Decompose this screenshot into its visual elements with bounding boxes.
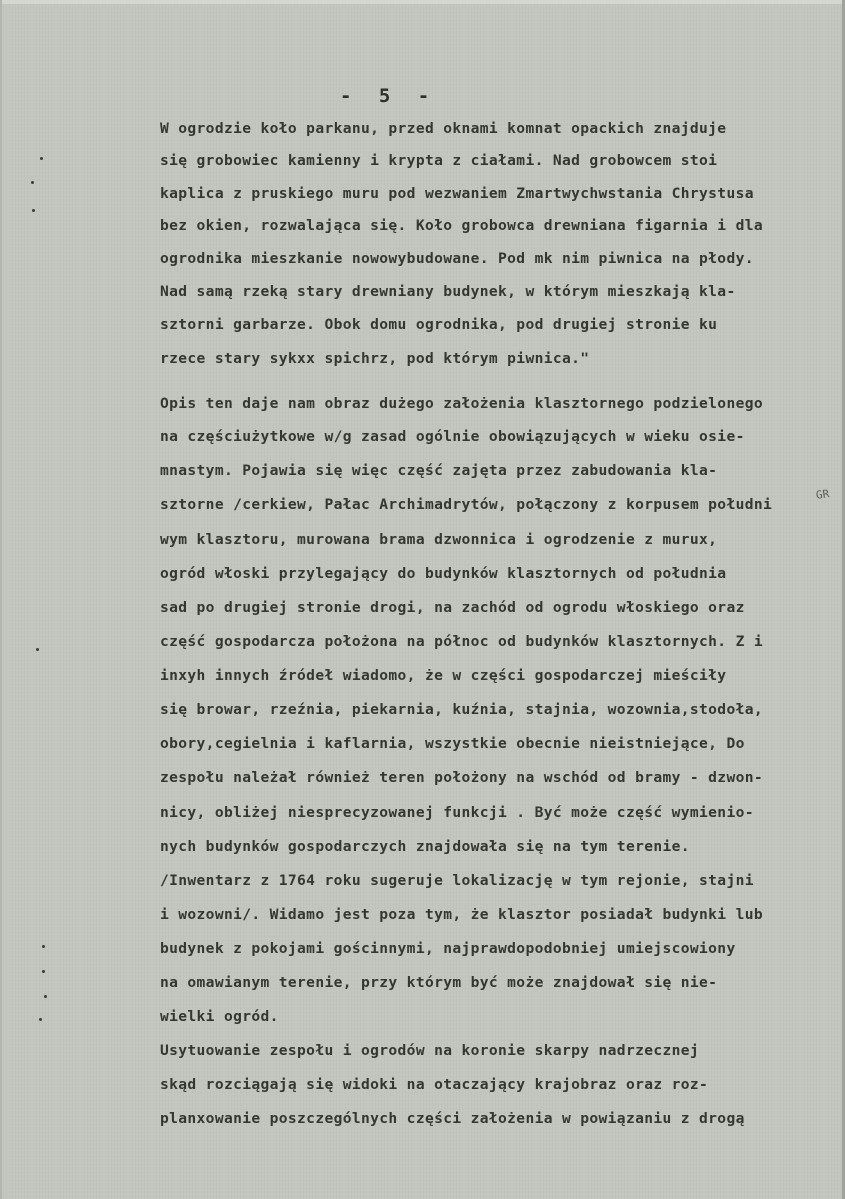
margin-speck (32, 209, 35, 212)
margin-speck (39, 1018, 42, 1021)
text-line: na częściużytkowe w/g zasad ogólnie obowiązujących w wieku osie- (160, 428, 745, 445)
text-line: część gospodarcza położona na północ od budynków klasztornych. Z i (160, 633, 763, 650)
text-line: Usytuowanie zespołu i ogrodów na koronie skarpy nadrzecznej (160, 1042, 700, 1059)
text-line: wielki ogród. (160, 1008, 279, 1025)
text-line: budynek z pokojami gościnnymi, najprawdopodobniej umiejscowiony (160, 940, 736, 957)
text-line: sztorne /cerkiew, Pałac Archimadrytów, połączony z korpusem południ (160, 496, 773, 513)
text-line: mnastym. Pojawia się więc część zajęta przez zabudowania kla- (160, 462, 718, 479)
text-line: obory,cegielnia i kaflarnia, wszystkie obecnie nieistniejące, Do (160, 735, 745, 752)
text-line: nicy, obliżej niesprecyzowanej funkcji . Być może część wymienio- (160, 804, 754, 821)
page-edge-top (0, 0, 845, 4)
text-line: nych budynków gospodarczych znajdowała się na tym terenie. (160, 838, 690, 855)
margin-speck (44, 995, 47, 998)
margin-speck (31, 181, 34, 184)
text-line: sad po drugiej stronie drogi, na zachód od ogrodu włoskiego oraz (160, 599, 745, 616)
margin-speck (42, 970, 45, 973)
text-line: rzece stary sykxx spichrz, pod którym piwnica." (160, 350, 590, 367)
margin-speck (36, 648, 39, 651)
page-number: - 5 - (340, 85, 438, 107)
text-line: sztorni garbarze. Obok domu ogrodnika, pod drugiej stronie ku (160, 316, 718, 333)
text-line: i wozowni/. Widamo jest poza tym, że klasztor posiadał budynki lub (160, 906, 763, 923)
page-edge-left (0, 0, 2, 1199)
text-line: się grobowiec kamienny i krypta z ciałami. Nad grobowcem stoi (160, 152, 718, 169)
text-line: ogród włoski przylegający do budynków klasztornych od południa (160, 565, 727, 582)
text-line: Opis ten daje nam obraz dużego założenia klasztornego podzielonego (160, 395, 763, 412)
text-line: Nad samą rzeką stary drewniany budynek, w którym mieszkają kla- (160, 283, 736, 300)
text-line: wym klasztoru, murowana brama dzwonnica i ogrodzenie z murux, (160, 531, 718, 548)
text-line: inxyh innych źródeł wiadomo, że w części gospodarczej mieściły (160, 667, 727, 684)
text-line: ogrodnika mieszkanie nowowybudowane. Pod mk nim piwnica na płody. (160, 250, 754, 267)
text-line: bez okien, rozwalająca się. Koło grobowca drewniana figarnia i dla (160, 217, 763, 234)
text-line: /Inwentarz z 1764 roku sugeruje lokalizację w tym rejonie, stajni (160, 872, 754, 889)
text-line: planxowanie poszczególnych części założenia w powiązaniu z drogą (160, 1110, 745, 1127)
text-line: się browar, rzeźnia, piekarnia, kuźnia, stajnia, wozownia,stodoła, (160, 701, 763, 718)
text-line: na omawianym terenie, przy którym być może znajdował się nie- (160, 974, 718, 991)
margin-speck (42, 945, 45, 948)
text-line: W ogrodzie koło parkanu, przed oknami komnat opackich znajduje (160, 120, 727, 137)
text-line: skąd rozciągają się widoki na otaczający krajobraz oraz roz- (160, 1076, 709, 1093)
text-line: zespołu należał również teren położony na wschód od bramy - dzwon- (160, 769, 763, 786)
margin-speck (40, 157, 43, 160)
text-line: kaplica z pruskiego muru pod wezwaniem Zmartwychwstania Chrystusa (160, 185, 754, 202)
margin-annotation: GR (815, 487, 831, 502)
